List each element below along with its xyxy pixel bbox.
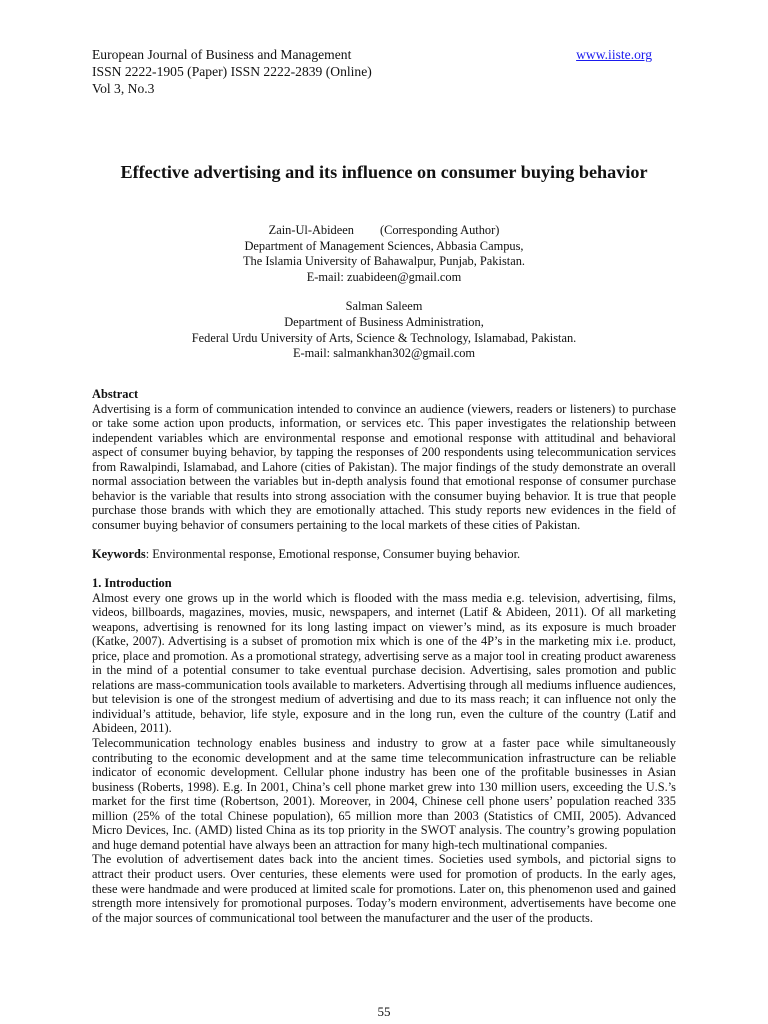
author2-university: Federal Urdu University of Arts, Science & Technology, Islamabad, Pakistan. [191, 330, 577, 345]
journal-header [92, 46, 652, 97]
intro-paragraph-2: Telecommunication technology enables business and industry to grow at a faster pace while simultaneously contributing to the economic development and at the same time telecommunication infrastructure can be reliable indicator of economic development. Cellular phone industry has been one of the profitable businesses in Asian business (Roberts, 1998). E.g. In 2001, China’s cell phone market grew into 130 million users, exceeding the U.S.’s market for the first time (Robertson, 2001). Moreover, in 2004, Chinese cell phone users’ population reached 335 million (25% of the total Chinese population), 65 million more than 2003 (Statistics of CMII, 2005). Advanced Micro Devices, Inc. (AMD) listed China as its top priority in the SWOT analysis. The country’s growing population and huge demand potential have always been an attraction for many high-tech multinational companies. [92, 736, 676, 852]
intro-paragraph-3: The evolution of advertisement dates back into the ancient times. Societies used symbols, and pictorial signs to attract their product users. Over centuries, these elements were used for promotion of products. In the early ages, these were handmade and were produced at limited scale for promotions. Later on, this phenomenon used and gained strength more intensively for promotional purposes. Today’s modern environment, advertisements have become one of the major sources of communicational tool between the manufacturer and the user of the products. [92, 852, 676, 925]
volume-line: Vol 3, No.3 [92, 81, 155, 96]
author2-department: Department of Business Administration, [284, 314, 484, 329]
keywords-line [92, 547, 676, 562]
keywords-label: Keywords [92, 546, 146, 561]
paper-title: Effective advertising and its influence on consumer buying behavior [120, 162, 648, 182]
author1-email: E-mail: zuabideen@gmail.com [306, 269, 462, 284]
page-number: 55 [377, 1004, 391, 1019]
journal-website-link[interactable]: www.iiste.org [576, 47, 652, 62]
author-block [92, 223, 676, 362]
author1-university: The Islamia University of Bahawalpur, Punjab, Pakistan. [242, 254, 526, 269]
author2-name: Salman Saleem [345, 299, 423, 314]
author1-role: (Corresponding Author) [379, 223, 500, 237]
journal-name: European Journal of Business and Management [92, 47, 352, 62]
author1-line [92, 223, 676, 239]
author1-department: Department of Management Sciences, Abbasia Campus, [244, 238, 524, 253]
introduction-heading: 1. Introduction [92, 576, 172, 591]
intro-paragraph-1: Almost every one grows up in the world which is flooded with the mass media e.g. television, advertising, films, videos, billboards, magazines, movies, music, newspapers, and internet (Latif & Abideen, 2011). Of all marketing weapons, advertising is renowned for its long lasting impact on viewer’s mind, as its exposure is much broader (Katke, 2007). Advertising is a subset of promotion mix which is one of the 4P’s in the marketing mix i.e. product, price, place and promotion. As a promotional strategy, advertising serve as a major tool in creating product awareness in the mind of a potential consumer to take eventual purchase decision. Advertising, sales promotion and public relations are mass-communication tools available to marketers. Advertising through all mediums influence audiences, but television is one of the strongest medium of advertising and due to its mass reach; it can influence not only the individual’s attitude, behavior, life style, exposure and in the long run, even the culture of the country (Latif and Abideen, 2011). [92, 590, 676, 736]
issn-line: ISSN 2222-1905 (Paper) ISSN 2222-2839 (Online) [92, 64, 372, 79]
paper-body [92, 387, 676, 925]
keywords-text: : Environmental response, Emotional response, Consumer buying behavior. [145, 546, 521, 561]
author2-email: E-mail: salmankhan302@gmail.com [292, 346, 476, 361]
abstract-text: Advertising is a form of communication intended to convince an audience (viewers, readers or listeners) to purchase or take some action upon products, information, or services etc. This paper investigates the relationship between independent variables which are environmental response and emotional response with attitudinal and behavioral aspect of consumer buying behavior, by tapping the responses of 200 respondents using telecommunication services from Rawalpindi, Islamabad, and Lahore (cities of Pakistan). The major findings of the study demonstrate an overall normal association between the variables but in-depth analysis found that emotional response of consumer purchase behavior is the variable that results into strong association with the consumer buying behavior. It is true that people purchase those brands with which they are emotionally attached. This study reports new evidences in the field of consumer buying behavior of consumers pertaining to the local markets of these cities of Pakistan. [92, 401, 676, 532]
abstract-heading: Abstract [92, 387, 139, 401]
author1-name: Zain-Ul-Abideen [268, 223, 354, 237]
